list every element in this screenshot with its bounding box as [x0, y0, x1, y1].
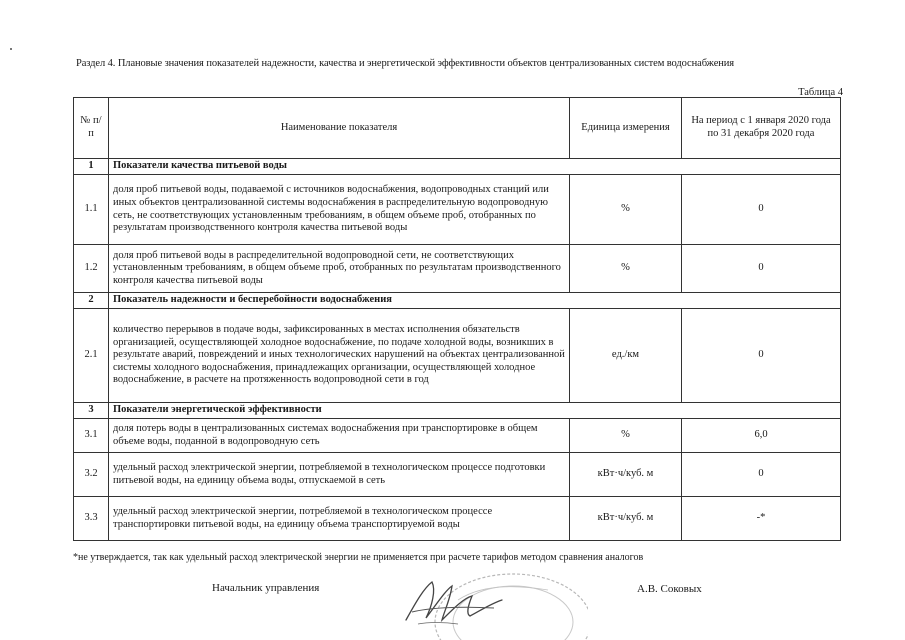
- row-name: количество перерывов в подаче воды, зафиксированных в местах исполнения обязательств организацией, осуществляющей холодное водоснабжение, по подаче холодной воды, возникших в результате аварий, повреждений и иных технологических нарушений на объектах централизованной системы холодного водоснабжения, принадлежащих организации, осуществляющей холодное водоснабжение, в расчете на протяженность водопроводной сети в год: [109, 309, 570, 403]
- row-name: доля проб питьевой воды, подаваемой с источников водоснабжения, водопроводных станций или иных объектов централизованной системы водоснабжения в распределительную водопроводную сеть, не соответствующих установленным требованиям, в общем объеме проб, отобранных по результатам производственного контроля качества питьевой воды: [109, 175, 570, 245]
- row-name: доля проб питьевой воды в распределительной водопроводной сети, не соответствующих установленным требованиям, в общем объеме проб, отобранных по результатам производственного контроля качества питьевой воды: [109, 245, 570, 293]
- row-num: 3.2: [74, 453, 109, 497]
- section-row: [74, 159, 841, 175]
- table-row: [74, 419, 841, 453]
- section-heading: Раздел 4. Плановые значения показателей надежности, качества и энергетической эффективности объектов централизованных систем водоснабжения: [76, 58, 735, 69]
- section-num: 3: [74, 403, 109, 419]
- row-name: удельный расход электрической энергии, потребляемой в технологическом процессе транспортировки питьевой воды, на единицу объема транспортируемой воды: [109, 497, 570, 541]
- row-value: 0: [682, 453, 841, 497]
- row-unit: ед./км: [570, 309, 682, 403]
- row-value: -*: [682, 497, 841, 541]
- row-name: доля потерь воды в централизованных системах водоснабжения при транспортировке в общем объеме воды, поданной в водопроводную сеть: [109, 419, 570, 453]
- row-value: 6,0: [682, 419, 841, 453]
- row-value: 0: [682, 309, 841, 403]
- table-row: [74, 309, 841, 403]
- header-num: № п/п: [74, 98, 109, 159]
- row-num: 3.3: [74, 497, 109, 541]
- row-num: 1.1: [74, 175, 109, 245]
- header-period: На период с 1 января 2020 года по 31 декабря 2020 года: [682, 98, 841, 159]
- signer-name: А.В. Соковых: [637, 583, 702, 595]
- row-num: 1.2: [74, 245, 109, 293]
- section-title: Показатель надежности и бесперебойности водоснабжения: [109, 293, 841, 309]
- header-unit: Единица измерения: [570, 98, 682, 159]
- row-value: 0: [682, 245, 841, 293]
- section-title: Показатели качества питьевой воды: [109, 159, 841, 175]
- row-unit: кВт·ч/куб. м: [570, 453, 682, 497]
- row-num: 3.1: [74, 419, 109, 453]
- table-row: [74, 245, 841, 293]
- section-num: 2: [74, 293, 109, 309]
- section-title: Показатели энергетической эффективности: [109, 403, 841, 419]
- row-num: 2.1: [74, 309, 109, 403]
- section-row: [74, 293, 841, 309]
- row-value: 0: [682, 175, 841, 245]
- row-unit: %: [570, 419, 682, 453]
- footnote: *не утверждается, так как удельный расход электрической энергии не применяется при расчете тарифов методом сравнения аналогов: [73, 552, 644, 563]
- row-unit: кВт·ч/куб. м: [570, 497, 682, 541]
- signer-title: Начальник управления: [212, 582, 320, 594]
- scan-speck: [10, 48, 12, 50]
- table-header-row: [74, 98, 841, 159]
- table-row: [74, 497, 841, 541]
- section-num: 1: [74, 159, 109, 175]
- row-unit: %: [570, 245, 682, 293]
- handwritten-signature: [398, 572, 508, 630]
- table-row: [74, 175, 841, 245]
- table-label: Таблица 4: [798, 87, 843, 98]
- header-name: Наименование показателя: [109, 98, 570, 159]
- indicators-table: [73, 97, 841, 541]
- row-name: удельный расход электрической энергии, потребляемой в технологическом процессе подготовки питьевой воды, на единицу объема воды, отпускаемой в сеть: [109, 453, 570, 497]
- row-unit: %: [570, 175, 682, 245]
- section-row: [74, 403, 841, 419]
- table-row: [74, 453, 841, 497]
